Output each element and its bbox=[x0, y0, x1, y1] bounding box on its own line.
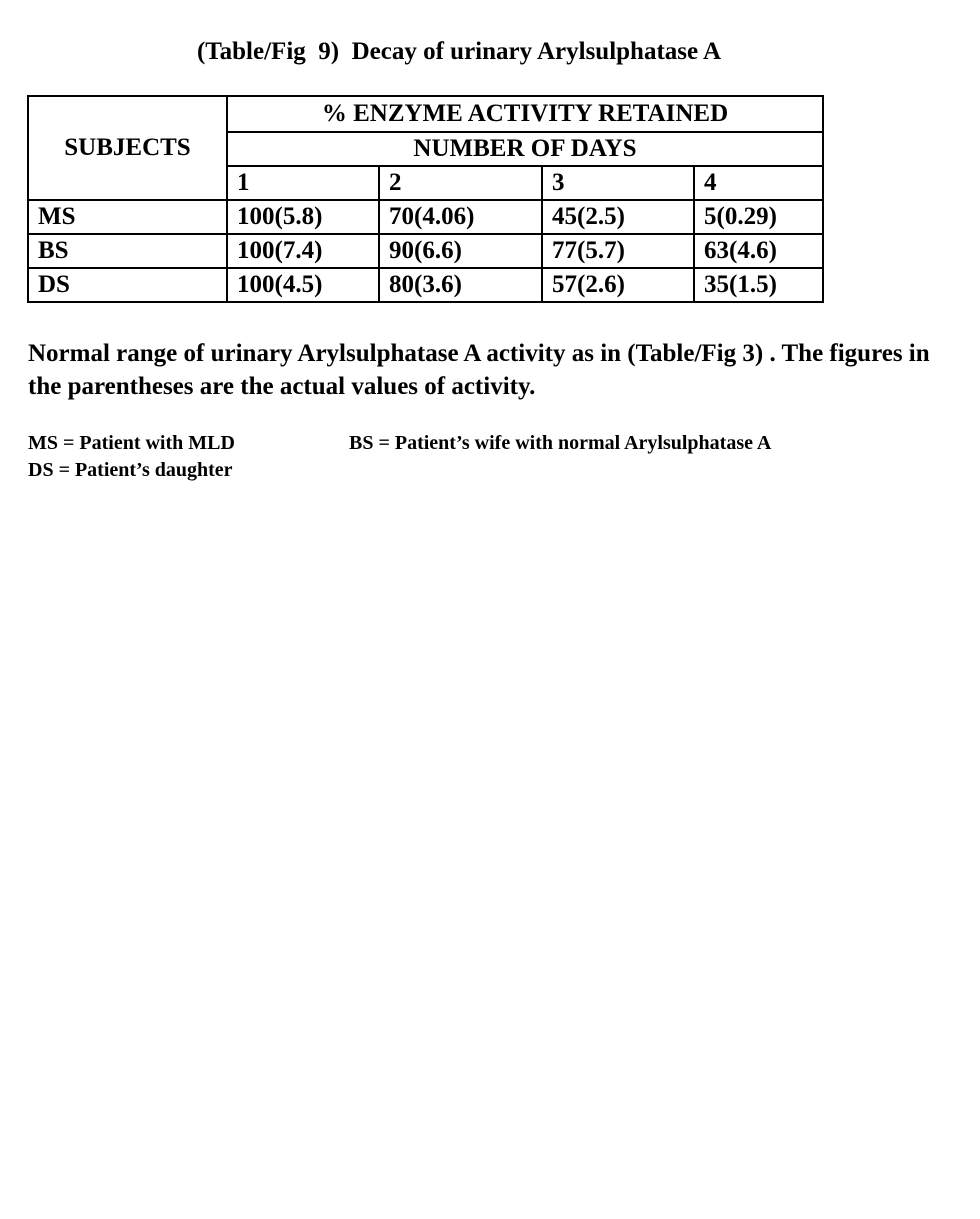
figure-title: (Table/Fig 9) Decay of urinary Arylsulphatase A bbox=[196, 38, 722, 65]
table-cell: 90(6.6) bbox=[379, 234, 542, 268]
table-row bbox=[28, 234, 823, 268]
table-cell: 63(4.6) bbox=[694, 234, 823, 268]
legend-ds: DS = Patient’s daughter bbox=[28, 459, 233, 481]
subjects-header: SUBJECTS bbox=[28, 96, 227, 200]
table-cell: 100(7.4) bbox=[227, 234, 379, 268]
table-cell: 57(2.6) bbox=[542, 268, 694, 302]
day-header: 3 bbox=[542, 166, 694, 200]
table-cell: 70(4.06) bbox=[379, 200, 542, 234]
table-row bbox=[28, 268, 823, 302]
table-note: Normal range of urinary Arylsulphatase A activity as in (Table/Fig 3) . The figures in the parentheses are the actual values of activity. bbox=[28, 340, 930, 400]
table-cell: 80(3.6) bbox=[379, 268, 542, 302]
table-cell: 100(5.8) bbox=[227, 200, 379, 234]
subject-label: BS bbox=[28, 234, 227, 268]
enzyme-activity-table bbox=[27, 95, 824, 303]
number-of-days-header: NUMBER OF DAYS bbox=[227, 132, 823, 166]
enzyme-activity-header: % ENZYME ACTIVITY RETAINED bbox=[227, 96, 823, 132]
subject-label: MS bbox=[28, 200, 227, 234]
legend-bs: BS = Patient’s wife with normal Arylsulphatase A bbox=[349, 432, 772, 454]
table-row bbox=[28, 200, 823, 234]
legend-ms: MS = Patient with MLD bbox=[28, 432, 235, 454]
table-cell: 35(1.5) bbox=[694, 268, 823, 302]
table-cell: 77(5.7) bbox=[542, 234, 694, 268]
table-cell: 100(4.5) bbox=[227, 268, 379, 302]
table-cell: 5(0.29) bbox=[694, 200, 823, 234]
table-cell: 45(2.5) bbox=[542, 200, 694, 234]
day-header: 4 bbox=[694, 166, 823, 200]
day-header: 2 bbox=[379, 166, 542, 200]
subject-label: DS bbox=[28, 268, 227, 302]
day-header: 1 bbox=[227, 166, 379, 200]
